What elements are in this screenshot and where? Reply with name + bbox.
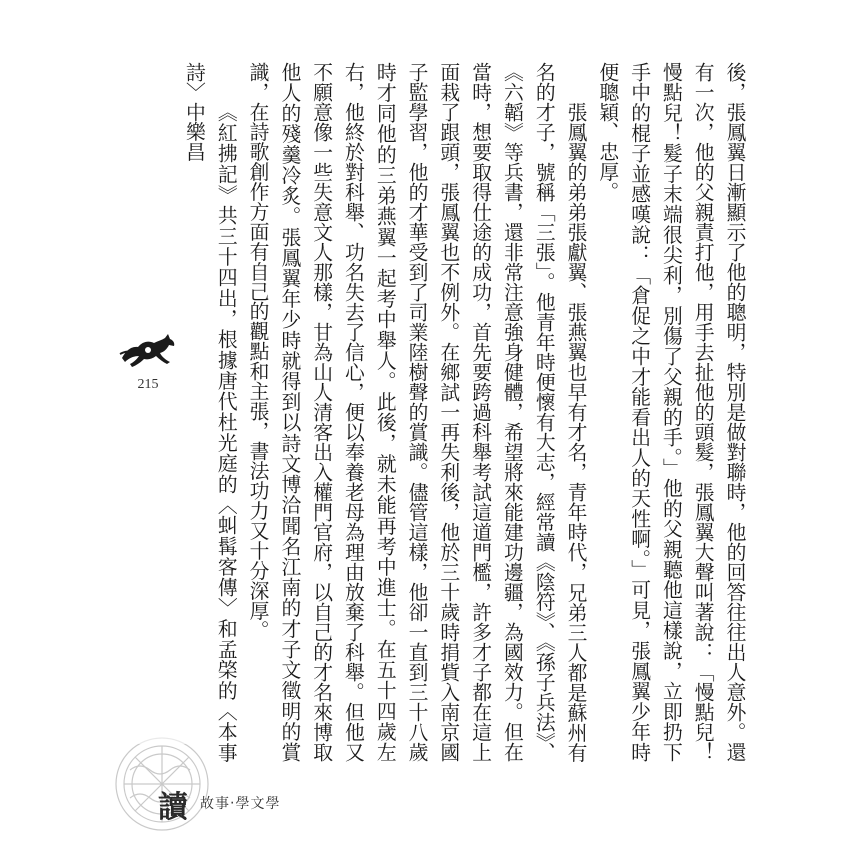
galloping-horse-icon bbox=[118, 328, 178, 374]
main-text-column bbox=[178, 62, 750, 762]
circular-pattern-ornament-icon bbox=[100, 722, 210, 832]
page-number: 215 bbox=[137, 377, 159, 392]
paragraph-2: 張鳳翼的弟弟張獻翼、張燕翼也早有才名，青年時代，兄弟三人都是蘇州有名的才子，號稱「三張」。他青年時便懷有大志，經常讀《陰符》、《孫子兵法》、《六韜》等兵書，還非常注意強身健體，希望將來能建功邊疆，為國效力。但在當時，想要取得仕途的成功，首先要跨過科舉考試這道門檻，許多才子都在這上面栽了跟頭，張鳳翼也不例外。在鄉試一再失利後，他於三十歲時捐貲入南京國子監學習，他的才華受到了司業陸樹聲的賞識。儘管這樣，他卻一直到三十八歲時才同他的三弟燕翼一起考中舉人。此後，就未能再考中進士。在五十四歲左右，他終於對科舉、功名失去了信心，便以奉養老母為理由放棄了科舉。但他又不願意像一些失意文人那樣，甘為山人清客出入權門官府，以自己的才名來博取他人的殘羹冷炙。張鳳翼年少時就得到以詩文博洽聞名江南的才子文徵明的賞識，在詩歌創作方面有自己的觀點和主張，書法功力又十分深厚。 bbox=[246, 62, 588, 762]
paragraph-1: 後，張鳳翼日漸顯示了他的聰明，特別是做對聯時，他的回答往往出人意外。還有一次，他的父親責打他，用手去扯他的頭髮，張鳳翼大聲叫著說：「慢點兒！慢點兒！髮子末端很尖利，別傷了父親的手。」他的父親聽他這樣說，立即扔下手中的棍子並感嘆說：「倉促之中才能看出人的天性啊。」可見，張鳳翼少年時便聰穎、忠厚。 bbox=[595, 62, 746, 762]
footer-emblem-character: 讀 bbox=[158, 790, 188, 825]
paragraph-3: 《紅拂記》共三十四出，根據唐代杜光庭的〈虯髯客傳〉和孟棨的〈本事詩〉中樂昌 bbox=[182, 62, 238, 762]
footer-series-title: 故事‧學文學 bbox=[200, 796, 281, 812]
